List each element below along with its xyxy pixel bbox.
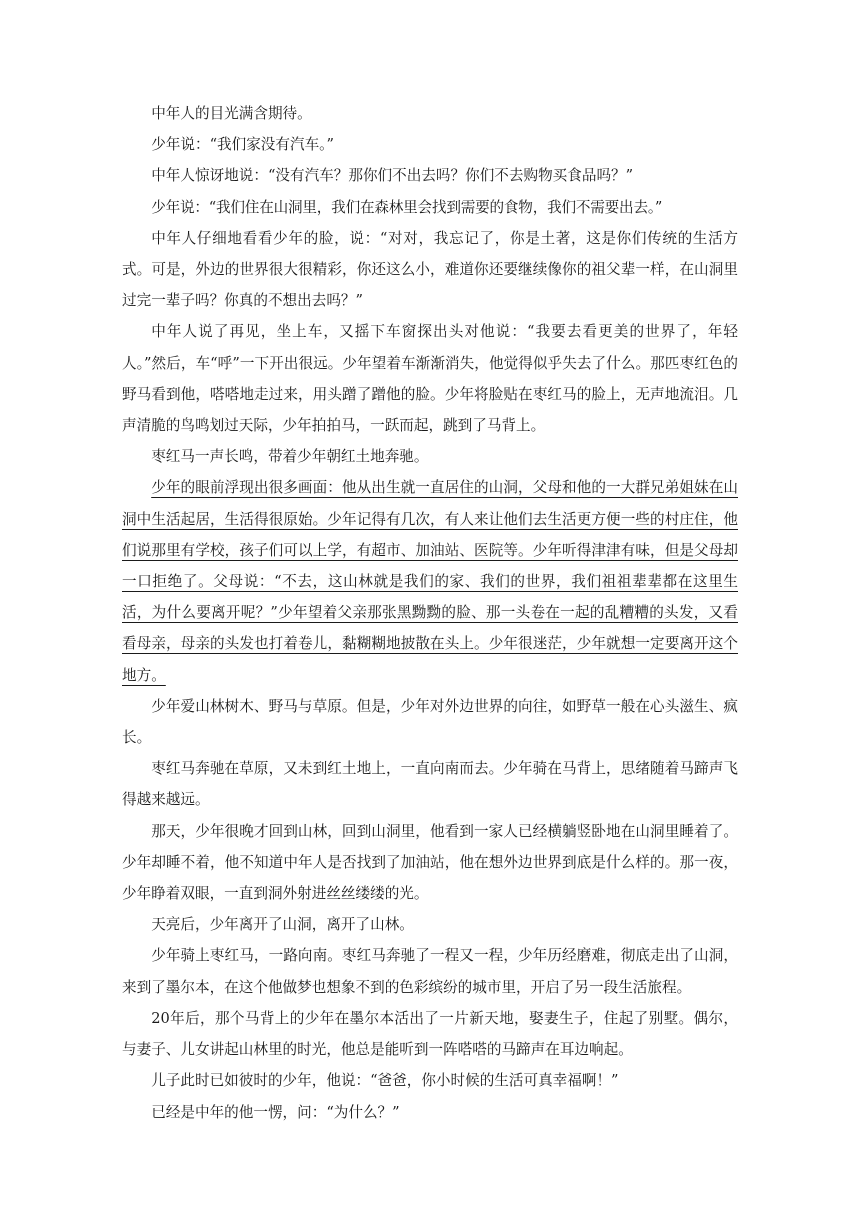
paragraph-16: 已经是中年的他一愣，问：“为什么？” [151, 1103, 400, 1121]
paragraph-6: 中年人说了再见，坐上车，又摇下车窗探出头对他说：“我要去看更美的世界了，年轻人。”然后，车“呼”一下开出很远。少年望着车渐渐消失，他觉得似乎失去了什么。那匹枣红色的野马看到他，嗒嗒地走过来，用头蹭了蹭他的脸。少年将脸贴在枣红马的脸上，无声地流泪。几声清脆的鸟鸣划过天际，少年拍拍马，一跃而起，跳到了马背上。 [122, 323, 738, 435]
paragraph-13: 少年骑上枣红马，一路向南。枣红马奔驰了一程又一程，少年历经磨难，彻底走出了山洞，来到了墨尔本，在这个他做梦也想象不到的色彩缤纷的城市里，开启了另一段生活旅程。 [122, 947, 738, 996]
paragraph-9: 少年爱山林树木、野马与草原。但是，少年对外边世界的向往，如野草一般在心头滋生、疯长。 [122, 697, 738, 747]
paragraph-4: 少年说：“我们住在山洞里，我们在森林里会找到需要的食物，我们不需要出去。” [151, 198, 663, 216]
paragraph-3: 中年人惊讶地说：“没有汽车？那你们不出去吗？你们不去购物买食品吗？” [151, 167, 634, 185]
paragraph-1: 中年人的目光满含期待。 [151, 105, 312, 122]
paragraph-7: 枣红马一声长鸣，带着少年朝红土地奔驰。 [151, 448, 429, 466]
paragraph-10: 枣红马奔驰在草原，又未到红土地上，一直向南而去。少年骑在马背上，思绪随着马蹄声飞得越来越远。 [122, 760, 738, 809]
paragraph-14: 20年后，那个马背上的少年在墨尔本活出了一片新天地，娶妻生子，住起了别墅。偶尔，与妻子、儿女讲起山林里的时光，他总是能听到一阵嗒嗒的马蹄声在耳边响起。 [122, 1009, 738, 1059]
underlined-paragraph: 少年的眼前浮现出很多画面：他从出生就一直居住的山洞，父母和他的一大群兄弟姐妹在山洞中生活起居，生活得很原始。少年记得有几次，有人来让他们去生活更方便一些的村庄住，他们说那里有学校，孩子们可以上学，有超市、加油站、医院等。少年听得津津有味，但是父母却一口拒绝了。父母说：“不去，这山林就是我们的家、我们的世界，我们祖祖辈辈都在这里生活，为什么要离开呢？”少年望着父亲那张黑黝黝的脸、那一头卷在一起的乱糟糟的头发，又看看母亲，母亲的头发也打着卷儿，黏糊糊地披散在头上。少年很迷茫，少年就想一定要离开这个地方。 [122, 479, 738, 684]
paragraph-11: 那天，少年很晚才回到山林，回到山洞里，他看到一家人已经横躺竖卧地在山洞里睡着了。少年却睡不着，他不知道中年人是否找到了加油站，他在想外边世界到底是什么样的。那一夜，少年睁着双眼，一直到洞外射进丝丝缕缕的光。 [122, 822, 738, 903]
story-text [122, 98, 738, 1128]
paragraph-2: 少年说：“我们家没有汽车。” [151, 136, 334, 154]
paragraph-5: 中年人仔细地看看少年的脸，说：“对对，我忘记了，你是土著，这是你们传统的生活方式。可是，外边的世界很大很精彩，你还这么小，难道你还要继续像你的祖父辈一样，在山洞里过完一辈子吗？你真的不想出去吗？” [122, 229, 738, 310]
paragraph-15: 儿子此时已如彼时的少年，他说：“爸爸，你小时候的生活可真幸福啊！” [151, 1072, 619, 1090]
paragraph-12: 天亮后，少年离开了山洞，离开了山林。 [151, 916, 414, 934]
